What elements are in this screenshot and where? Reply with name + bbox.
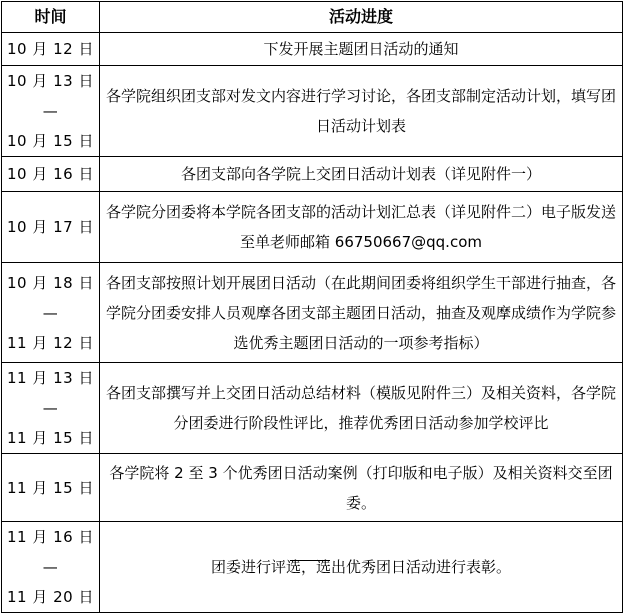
- activity-text: 各学院分团委将本学院各团支部的活动计划汇总表（详见附件二）电子版发送至单老师邮箱 66750667@qq.com: [105, 203, 616, 251]
- date-cell: [2, 263, 100, 363]
- activity-text: 各学院将 2 至 3 个优秀团日活动案例（打印版和电子版）及相关资料交至团委。: [109, 463, 613, 512]
- date-text: 11 月 20 日: [7, 588, 94, 606]
- activity-cell: [100, 363, 623, 454]
- header-activity: 活动进度: [100, 2, 623, 33]
- header-time: 时间: [2, 2, 100, 33]
- date-text: 10 月 17 日: [7, 218, 94, 236]
- activity-cell: [100, 66, 623, 157]
- date-text: 10 月 15 日: [7, 132, 94, 150]
- page-bottom-divider: [290, 560, 330, 564]
- activity-cell: [100, 263, 623, 363]
- table-row: [2, 157, 623, 192]
- activity-text: 团委进行评选，选出优秀团日活动进行表彰。: [210, 558, 511, 576]
- date-text: 11 月 12 日: [7, 333, 94, 352]
- table-row: [2, 522, 623, 613]
- activity-cell: [100, 33, 623, 66]
- date-cell: [2, 454, 100, 522]
- table-row: [2, 363, 623, 454]
- date-text: 11 月 16 日—: [7, 528, 94, 576]
- date-text: 10 月 16 日: [7, 165, 94, 183]
- activity-cell: [100, 454, 623, 522]
- activity-text: 下发开展主题团日活动的通知: [263, 40, 459, 58]
- table-row: [2, 263, 623, 363]
- date-text: 10 月 18 日—: [7, 273, 94, 322]
- activity-text: 各团支部按照计划开展团日活动（在此期间团委将组织学生干部进行抽查，各学院分团委安排人员观摩各团支部主题团日活动，抽查及观摩成绩作为学院参选优秀主题团日活动的一项参考指标）: [105, 273, 616, 352]
- date-text: 11 月 15 日: [7, 478, 94, 497]
- activity-text: 各学院组织团支部对发文内容进行学习讨论，各团支部制定活动计划，填写团日活动计划表: [105, 87, 616, 135]
- date-cell: [2, 66, 100, 157]
- table-row: [2, 454, 623, 522]
- date-text: 10 月 13 日—: [7, 72, 94, 120]
- date-cell: [2, 522, 100, 613]
- table-row: [2, 66, 623, 157]
- date-cell: [2, 157, 100, 192]
- date-cell: [2, 33, 100, 66]
- date-cell: [2, 192, 100, 263]
- date-cell: [2, 363, 100, 454]
- schedule-table: [1, 1, 623, 613]
- activity-cell: [100, 192, 623, 263]
- date-text: 11 月 13 日—: [7, 369, 94, 417]
- activity-cell: [100, 157, 623, 192]
- table-row: [2, 33, 623, 66]
- date-text: 11 月 15 日: [7, 429, 94, 447]
- table-row: [2, 192, 623, 263]
- table-header-row: [2, 2, 623, 33]
- activity-text: 各团支部向各学院上交团日活动计划表（详见附件一）: [180, 165, 541, 183]
- activity-cell: [100, 522, 623, 613]
- activity-text: 各团支部撰写并上交团日活动总结材料（模版见附件三）及相关资料，各学院分团委进行阶段性评比，推荐优秀团日活动参加学校评比: [105, 384, 616, 432]
- date-text: 10 月 12 日: [7, 40, 94, 58]
